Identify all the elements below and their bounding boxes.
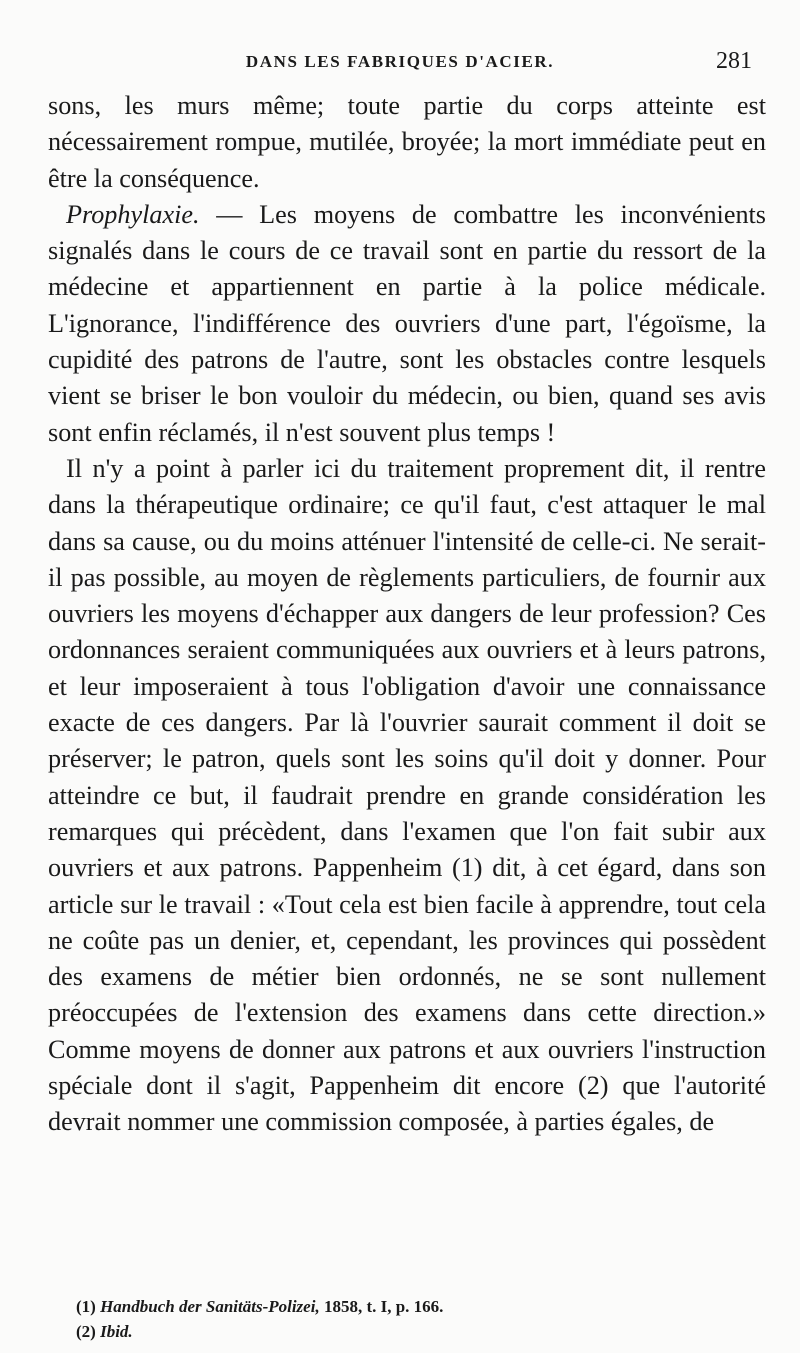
footnote-1 (76, 1294, 752, 1319)
section-lead: Prophylaxie. (66, 199, 200, 229)
footnote-2 (76, 1319, 752, 1344)
running-head: DANS LES FABRIQUES D'ACIER. (245, 52, 555, 71)
paragraph-prophylaxie-text: — Les moyens de combattre les inconvénients signalés dans le cours de ce travail sont en partie du ressort de la médecine et appartiennent en partie à la police médicale. L'ignorance, l'indifférence des ouvriers d'une part, l'égoïsme, la cupidité des patrons de l'autre, sont les obstacles contre lesquels vient se briser le bon vouloir du médecin, ou bien, quand ses avis sont enfin réclamés, il n'est souvent plus temps ! (48, 199, 766, 447)
footnote-source: Ibid. (100, 1322, 133, 1341)
footnote-source: Handbuch der Sanitäts-Polizei, (100, 1297, 320, 1316)
footnote-rest: 1858, t. I, p. 166. (319, 1297, 444, 1316)
footnotes (76, 1294, 752, 1344)
page-number: 281 (716, 48, 752, 74)
body-text (48, 88, 766, 1141)
footnote-marker: (1) (76, 1297, 96, 1316)
paragraph-traitement: Il n'y a point à parler ici du traitement proprement dit, il rentre dans la thérapeutique ordinaire; ce qu'il faut, c'est attaquer le mal dans sa cause, ou du moins atténuer l'intensité de celle-ci. Ne serait-il pas possible, au moyen de règlements particuliers, de fournir aux ouvriers les moyens d'échapper aux dangers de leur profession? Ces ordonnances seraient communiquées aux ouvriers et à leurs patrons, et leur imposeraient à tous l'obligation d'avoir une connaissance exacte de ces dangers. Par là l'ouvrier saurait comment il doit se préserver; le patron, quels sont les soins qu'il doit y donner. Pour atteindre ce but, il faudrait prendre en grande considération les remarques qui précèdent, dans l'examen que l'on fait subir aux ouvriers et aux patrons. Pappenheim (1) dit, à cet égard, dans son article sur le travail : «Tout cela est bien facile à apprendre, tout cela ne coûte pas un denier, et, cependant, les provinces qui possèdent des examens de métier bien ordonnés, ne se sont nullement préoccupées de l'extension des examens dans cette direction.» Comme moyens de donner aux patrons et aux ouvriers l'instruction spéciale dont il s'agit, Pappenheim dit encore (2) que l'autorité devrait nommer une commission composée, à parties égales, de (48, 453, 766, 1137)
paragraph-prophylaxie (48, 197, 766, 451)
page-header (48, 48, 752, 82)
footnote-marker: (2) (76, 1322, 96, 1341)
paragraph-continuation: sons, les murs même; toute partie du corps atteinte est nécessairement rompue, mutilée, broyée; la mort immédiate peut en être la conséquence. (48, 91, 766, 193)
